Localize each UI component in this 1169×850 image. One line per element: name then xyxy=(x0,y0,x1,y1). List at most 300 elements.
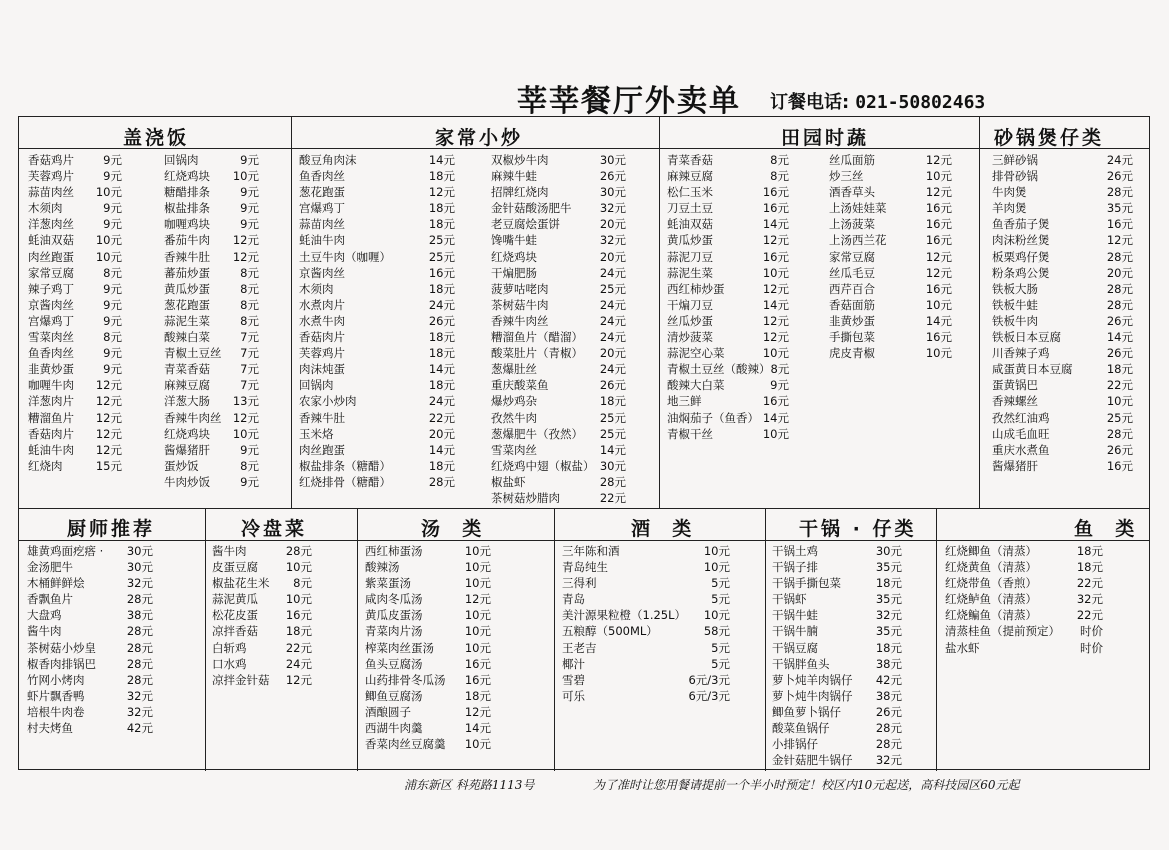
menu-item-name: 红烧排骨（糖醋） xyxy=(299,474,391,489)
menu-item-price: 9元 xyxy=(103,362,122,377)
menu-item xyxy=(992,152,1133,168)
section-title-gaijiaofan: 盖浇饭 xyxy=(123,127,190,149)
menu-item xyxy=(28,313,122,329)
menu-item-name: 家常豆腐 xyxy=(829,249,875,264)
menu-item xyxy=(829,249,952,265)
menu-item-price: 22元 xyxy=(1076,608,1103,623)
menu-item-name: 蚝油双菇 xyxy=(667,217,713,232)
menu-item-name: 蛋炒饭 xyxy=(164,458,199,473)
divider xyxy=(936,508,937,771)
menu-item-price: 14元 xyxy=(762,410,789,425)
menu-item-name: 丝瓜炒蛋 xyxy=(667,313,713,328)
menu-item-name: 西红柿蛋汤 xyxy=(365,544,423,558)
menu-item-price: 9元 xyxy=(103,217,122,232)
menu-item-price: 20元 xyxy=(1106,265,1133,280)
menu-item-price: 10元 xyxy=(464,608,491,623)
menu-item-price: 12元 xyxy=(925,185,952,200)
menu-item-price: 32元 xyxy=(875,608,902,623)
menu-item xyxy=(164,313,259,329)
section-title-chushi: 厨师推荐 xyxy=(67,518,156,540)
menu-item xyxy=(491,184,626,200)
menu-item-name: 牛肉炒饭 xyxy=(164,474,210,489)
menu-item-name: 红烧黄鱼（清蒸） xyxy=(945,560,1037,575)
menu-item xyxy=(992,426,1133,442)
menu-item-name: 孜然红油鸡 xyxy=(992,410,1050,425)
menu-item-name: 鲫鱼豆腐汤 xyxy=(365,688,423,703)
menu-item-name: 排骨砂锅 xyxy=(992,169,1038,184)
divider xyxy=(659,117,660,508)
menu-item xyxy=(992,232,1133,248)
menu-item-name: 香辣牛肉丝 xyxy=(164,410,222,425)
menu-item-price: 14元 xyxy=(428,442,455,457)
menu-item-name: 麻辣豆腐 xyxy=(164,378,210,393)
yu-col xyxy=(945,543,1103,656)
menu-item xyxy=(365,591,491,607)
menu-item-name: 酸菜肚片（青椒） xyxy=(491,346,583,361)
menu-item-price: 9元 xyxy=(240,442,259,457)
menu-item xyxy=(164,426,259,442)
menu-item xyxy=(945,591,1103,607)
menu-item-name: 干锅牛腩 xyxy=(772,624,818,639)
menu-item-name: 玉米烙 xyxy=(299,426,334,441)
menu-item-name: 铁板牛肉 xyxy=(992,313,1038,328)
menu-item-price: 7元 xyxy=(240,378,259,393)
menu-item xyxy=(562,575,730,591)
menu-item-price: 14元 xyxy=(599,442,626,457)
menu-item xyxy=(667,426,789,442)
menu-item xyxy=(299,232,455,248)
menu-item-name: 香菇面筋 xyxy=(829,297,875,312)
menu-item-name: 香飘鱼片 xyxy=(27,592,73,607)
menu-item-price: 10元 xyxy=(232,426,259,441)
menu-item-name: 黄瓜皮蛋汤 xyxy=(365,608,423,623)
menu-item-name: 干锅手撕包菜 xyxy=(772,576,841,591)
menu-item-price: 16元 xyxy=(925,201,952,216)
menu-item-price: 24元 xyxy=(599,297,626,312)
menu-item xyxy=(491,200,626,216)
menu-item-name: 雄黄鸡面疙瘩 · xyxy=(27,544,104,558)
menu-item-price: 5元 xyxy=(711,576,730,591)
menu-item-name: 虾片飘香鸭 xyxy=(27,688,85,703)
menu-item xyxy=(491,458,626,474)
menu-item xyxy=(28,168,122,184)
menu-item xyxy=(491,442,626,458)
menu-item-price: 25元 xyxy=(428,249,455,264)
menu-item-name: 洋葱大肠 xyxy=(164,394,210,409)
section-title-yu: 鱼 类 xyxy=(1074,518,1138,540)
menu-item xyxy=(992,216,1133,232)
menu-item-name: 三鲜砂锅 xyxy=(992,153,1038,167)
menu-item-name: 葱花跑蛋 xyxy=(299,185,345,200)
menu-item xyxy=(27,559,153,575)
menu-item-name: 酸菜鱼锅仔 xyxy=(772,721,830,736)
menu-item-name: 美汁源果粒橙（1.25L） xyxy=(562,608,687,623)
menu-item-price: 30元 xyxy=(599,185,626,200)
menu-item xyxy=(772,688,902,704)
menu-item xyxy=(27,656,153,672)
menu-item-price: 24元 xyxy=(599,362,626,377)
menu-item-price: 28元 xyxy=(1106,281,1133,296)
menu-item-price: 18元 xyxy=(428,169,455,184)
menu-item xyxy=(829,216,952,232)
menu-item xyxy=(28,281,122,297)
menu-item xyxy=(491,216,626,232)
menu-item-price: 14元 xyxy=(428,153,455,167)
menu-item-price: 10元 xyxy=(464,560,491,575)
menu-item-name: 王老吉 xyxy=(562,640,597,655)
menu-item-price: 13元 xyxy=(232,394,259,409)
menu-item-name: 丝瓜毛豆 xyxy=(829,265,875,280)
menu-item xyxy=(28,410,122,426)
menu-item-price: 22元 xyxy=(285,640,312,655)
menu-item xyxy=(829,329,952,345)
menu-item-name: 口水鸡 xyxy=(212,656,247,671)
menu-item-price: 12元 xyxy=(95,378,122,393)
menu-item-price: 10元 xyxy=(464,576,491,591)
menu-item-name: 红烧肉 xyxy=(28,458,63,473)
menu-item xyxy=(667,297,789,313)
menu-item-price: 8元 xyxy=(240,458,259,473)
menu-item xyxy=(992,410,1133,426)
menu-item-name: 红烧鲈鱼（清蒸） xyxy=(945,592,1037,607)
menu-item-name: 椰汁 xyxy=(562,656,585,671)
menu-item xyxy=(667,361,789,377)
menu-item-name: 粉条鸡公煲 xyxy=(992,265,1050,280)
menu-item-price: 25元 xyxy=(428,233,455,248)
menu-item-price: 10元 xyxy=(285,592,312,607)
menu-item xyxy=(27,688,153,704)
menu-item-price: 26元 xyxy=(1106,346,1133,361)
menu-item-name: 金针菇酸汤肥牛 xyxy=(491,201,572,216)
menu-item-price: 32元 xyxy=(875,753,902,768)
menu-item xyxy=(299,410,455,426)
menu-item-name: 竹网小烤肉 xyxy=(27,672,85,687)
menu-item-name: 萝卜炖牛肉锅仔 xyxy=(772,688,853,703)
menu-item-name: 酸辣大白菜 xyxy=(667,378,725,393)
menu-item-name: 上汤娃娃菜 xyxy=(829,201,887,216)
menu-item-price: 16元 xyxy=(464,656,491,671)
menu-item xyxy=(164,168,259,184)
menu-item-name: 肉沫炖蛋 xyxy=(299,362,345,377)
menu-item-price: 28元 xyxy=(875,721,902,736)
menu-item-name: 京酱肉丝 xyxy=(299,265,345,280)
menu-item-name: 黄瓜炒蛋 xyxy=(164,281,210,296)
menu-item-name: 红烧鸡块 xyxy=(491,249,537,264)
menu-item-price: 10元 xyxy=(762,346,789,361)
menu-item-name: 家常豆腐 xyxy=(28,265,74,280)
section-title-jiachang: 家常小炒 xyxy=(435,127,524,149)
menu-item-name: 蒜泥刀豆 xyxy=(667,249,713,264)
menu-item-price: 28元 xyxy=(1106,426,1133,441)
menu-item-name: 酱爆猪肝 xyxy=(992,458,1038,473)
menu-item xyxy=(829,345,952,361)
menu-item-name: 培根牛肉卷 xyxy=(27,704,85,719)
menu-item-price: 18元 xyxy=(1076,560,1103,575)
menu-item xyxy=(299,474,455,490)
menu-item xyxy=(28,345,122,361)
menu-item-name: 刀豆土豆 xyxy=(667,201,713,216)
menu-item xyxy=(164,184,259,200)
menu-item xyxy=(667,281,789,297)
menu-item-price: 30元 xyxy=(126,560,153,575)
menu-item-price: 10元 xyxy=(762,265,789,280)
menu-item-price: 8元 xyxy=(240,313,259,328)
menu-item-name: 木桶鲜鲜烩 xyxy=(27,576,85,591)
menu-item-price: 28元 xyxy=(126,640,153,655)
menu-item-name: 蕃茄炒蛋 xyxy=(164,265,210,280)
menu-item xyxy=(299,168,455,184)
menu-item-price: 16元 xyxy=(1106,217,1133,232)
menu-item-price: 24元 xyxy=(599,330,626,345)
menu-item-price: 10元 xyxy=(95,233,122,248)
menu-item xyxy=(829,265,952,281)
menu-title: 莘莘餐厅外卖单 xyxy=(517,84,741,119)
menu-item xyxy=(164,345,259,361)
menu-item-name: 板栗鸡仔煲 xyxy=(992,249,1050,264)
menu-item-name: 香菇肉片 xyxy=(28,426,74,441)
menu-item-name: 糟溜鱼片（醋溜） xyxy=(491,330,583,345)
menu-item-name: 山成毛血旺 xyxy=(992,426,1050,441)
menu-item-price: 12元 xyxy=(95,442,122,457)
menu-item xyxy=(491,265,626,281)
menu-item xyxy=(491,329,626,345)
menu-item-price: 18元 xyxy=(599,394,626,409)
menu-item-name: 紫菜蛋汤 xyxy=(365,576,411,591)
menu-item xyxy=(562,623,730,639)
menu-item-name: 金针菇肥牛锅仔 xyxy=(772,753,853,768)
menu-item xyxy=(667,168,789,184)
menu-item xyxy=(212,640,312,656)
menu-item xyxy=(772,752,902,768)
menu-item-name: 蚝油牛肉 xyxy=(299,233,345,248)
menu-item-price: 12元 xyxy=(464,592,491,607)
menu-item xyxy=(667,265,789,281)
divider xyxy=(291,117,292,508)
menu-item-name: 清蒸桂鱼（提前预定） xyxy=(945,624,1060,639)
menu-item xyxy=(491,249,626,265)
menu-item-name: 黄瓜炒蛋 xyxy=(667,233,713,248)
menu-item xyxy=(992,265,1133,281)
menu-item-price: 8元 xyxy=(770,169,789,184)
menu-item-name: 番茄牛肉 xyxy=(164,233,210,248)
menu-item xyxy=(28,442,122,458)
menu-item-price: 28元 xyxy=(285,544,312,558)
menu-item-name: 上汤西兰花 xyxy=(829,233,887,248)
menu-item xyxy=(772,543,902,559)
menu-item-price: 18元 xyxy=(875,576,902,591)
menu-item-price: 8元 xyxy=(240,297,259,312)
menu-item-price: 35元 xyxy=(1106,201,1133,216)
menu-item xyxy=(562,640,730,656)
menu-item-name: 糟溜鱼片 xyxy=(28,410,74,425)
menu-item-name: 芙蓉鸡片 xyxy=(28,169,74,184)
menu-item-price: 9元 xyxy=(240,217,259,232)
menu-item xyxy=(667,216,789,232)
menu-item-price: 9元 xyxy=(103,313,122,328)
menu-item-name: 蒜泥生菜 xyxy=(667,265,713,280)
menu-item xyxy=(491,426,626,442)
menu-item xyxy=(667,232,789,248)
menu-item-name: 韭黄炒蛋 xyxy=(28,362,74,377)
section-title-ganguo: 干锅 · 仔类 xyxy=(799,518,917,540)
menu-item-name: 雪菜肉丝 xyxy=(28,330,74,345)
menu-item-price: 9元 xyxy=(240,153,259,167)
menu-item-price: 8元 xyxy=(240,281,259,296)
menu-item-price: 28元 xyxy=(599,474,626,489)
tang-col xyxy=(365,543,491,752)
menu-item-price: 14元 xyxy=(464,721,491,736)
menu-item-price: 8元 xyxy=(293,576,312,591)
menu-item xyxy=(491,393,626,409)
menu-item-name: 蚝油双菇 xyxy=(28,233,74,248)
menu-item-price: 9元 xyxy=(240,201,259,216)
menu-item xyxy=(772,672,902,688)
menu-item-name: 上汤菠菜 xyxy=(829,217,875,232)
menu-item xyxy=(667,377,789,393)
menu-item xyxy=(772,559,902,575)
menu-item-name: 干煸刀豆 xyxy=(667,297,713,312)
menu-item-price: 10元 xyxy=(762,426,789,441)
menu-item-price: 18元 xyxy=(428,378,455,393)
menu-item-price: 18元 xyxy=(285,624,312,639)
menu-item xyxy=(27,591,153,607)
menu-item-price: 30元 xyxy=(599,458,626,473)
menu-item-name: 葱爆肥牛（孜然） xyxy=(491,426,583,441)
menu-item-name: 双椒炒牛肉 xyxy=(491,153,549,167)
menu-item xyxy=(491,297,626,313)
menu-item-name: 蚝油牛肉 xyxy=(28,442,74,457)
menu-item-name: 酱牛肉 xyxy=(212,544,247,558)
menu-item-price: 8元 xyxy=(103,265,122,280)
menu-item xyxy=(299,458,455,474)
divider xyxy=(765,508,766,771)
menu-item xyxy=(365,623,491,639)
menu-item-name: 辣子鸡丁 xyxy=(28,281,74,296)
menu-item-name: 青椒土豆丝（酸辣） xyxy=(667,362,771,377)
menu-item xyxy=(491,152,626,168)
menu-item-name: 川香辣子鸡 xyxy=(992,346,1050,361)
menu-item-price: 18元 xyxy=(1106,362,1133,377)
menu-item xyxy=(28,361,122,377)
menu-item-name: 鱼头豆腐汤 xyxy=(365,656,423,671)
menu-item xyxy=(992,313,1133,329)
menu-item-price: 42元 xyxy=(126,721,153,736)
menu-item-price: 9元 xyxy=(103,201,122,216)
menu-item xyxy=(28,232,122,248)
menu-item xyxy=(164,410,259,426)
menu-item-name: 宫爆鸡丁 xyxy=(299,201,345,216)
menu-item xyxy=(491,361,626,377)
menu-item-price: 30元 xyxy=(875,544,902,558)
menu-item-name: 小排锅仔 xyxy=(772,737,818,752)
menu-item-name: 椒香肉排锅巴 xyxy=(27,656,96,671)
menu-item-name: 香菜肉丝豆腐羹 xyxy=(365,737,446,752)
menu-item xyxy=(27,623,153,639)
menu-item-price: 20元 xyxy=(599,346,626,361)
menu-item-price: 16元 xyxy=(428,265,455,280)
menu-item-name: 酸辣汤 xyxy=(365,560,400,575)
menu-item-name: 茶树菇小炒皇 xyxy=(27,640,96,655)
menu-item-name: 蒜苗肉丝 xyxy=(28,185,74,200)
menu-item-name: 椒盐虾 xyxy=(491,474,526,489)
menu-item-name: 牛肉煲 xyxy=(992,185,1027,200)
menu-item xyxy=(829,152,952,168)
menu-item-name: 洋葱肉片 xyxy=(28,394,74,409)
menu-item-name: 咖喱鸡块 xyxy=(164,217,210,232)
menu-item xyxy=(772,720,902,736)
menu-item-price: 24元 xyxy=(428,297,455,312)
menu-item-price: 18元 xyxy=(428,458,455,473)
menu-item-name: 麻辣豆腐 xyxy=(667,169,713,184)
menu-item-price: 10元 xyxy=(464,640,491,655)
menu-item-name: 羊肉煲 xyxy=(992,201,1027,216)
menu-item-name: 大盘鸡 xyxy=(27,608,62,623)
menu-item-name: 三年陈和酒 xyxy=(562,544,620,558)
menu-item-name: 酱牛肉 xyxy=(27,624,62,639)
menu-item-name: 青岛纯生 xyxy=(562,560,608,575)
menu-item-name: 白斩鸡 xyxy=(212,640,247,655)
menu-item-price: 10元 xyxy=(925,297,952,312)
menu-item-name: 爆炒鸡杂 xyxy=(491,394,537,409)
menu-item-price: 9元 xyxy=(103,346,122,361)
menu-item xyxy=(491,345,626,361)
menu-item-price: 5元 xyxy=(711,640,730,655)
menu-item xyxy=(164,393,259,409)
menu-item xyxy=(829,313,952,329)
menu-item xyxy=(28,249,122,265)
menu-item xyxy=(667,393,789,409)
menu-item-name: 干锅虾 xyxy=(772,592,807,607)
menu-item-name: 手撕包菜 xyxy=(829,330,875,345)
menu-item xyxy=(992,297,1133,313)
ganguo-col xyxy=(772,543,902,768)
menu-item xyxy=(992,377,1133,393)
menu-item-name: 西红柿炒蛋 xyxy=(667,281,725,296)
menu-item-name: 松仁玉米 xyxy=(667,185,713,200)
menu-item-price: 26元 xyxy=(428,313,455,328)
menu-item xyxy=(491,410,626,426)
menu-item-price: 12元 xyxy=(762,233,789,248)
menu-item-price: 12元 xyxy=(285,672,312,687)
menu-item-name: 重庆酸菜鱼 xyxy=(491,378,549,393)
menu-item-price: 32元 xyxy=(126,704,153,719)
menu-item-name: 农家小炒肉 xyxy=(299,394,357,409)
menu-item-name: 干煸肥肠 xyxy=(491,265,537,280)
menu-item xyxy=(299,249,455,265)
menu-item-price: 20元 xyxy=(428,426,455,441)
menu-item-name: 鱼香肉丝 xyxy=(299,169,345,184)
menu-item xyxy=(27,720,153,736)
menu-item-price: 15元 xyxy=(95,458,122,473)
tianyuan-col2 xyxy=(829,152,952,361)
menu-item xyxy=(945,559,1103,575)
menu-item xyxy=(164,297,259,313)
menu-item-price: 18元 xyxy=(428,217,455,232)
menu-item-price: 32元 xyxy=(126,576,153,591)
menu-item-price: 16元 xyxy=(925,281,952,296)
menu-item-price: 24元 xyxy=(285,656,312,671)
menu-item-name: 咖喱牛肉 xyxy=(28,378,74,393)
divider xyxy=(19,540,1149,541)
menu-item-name: 青菜香菇 xyxy=(667,153,713,167)
menu-item-name: 京酱肉丝 xyxy=(28,297,74,312)
menu-item-price: 16元 xyxy=(285,608,312,623)
menu-item xyxy=(562,559,730,575)
menu-item-name: 五粮醇（500ML） xyxy=(562,624,658,639)
menu-item xyxy=(772,736,902,752)
menu-item-price: 28元 xyxy=(1106,297,1133,312)
menu-item-price: 35元 xyxy=(875,560,902,575)
